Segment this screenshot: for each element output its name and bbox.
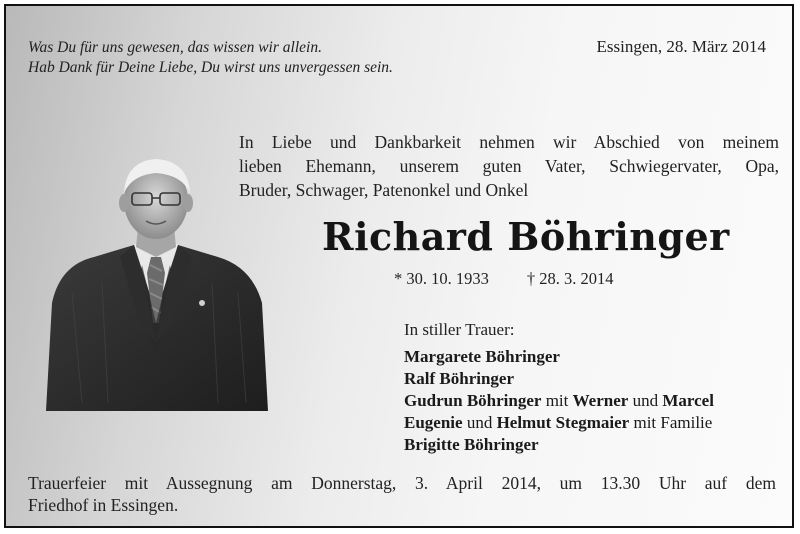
mourner-line bbox=[404, 434, 714, 456]
portrait-photo bbox=[42, 153, 269, 415]
life-dates bbox=[394, 269, 614, 289]
mourner-name: Margarete Böhringer bbox=[404, 347, 560, 366]
mourners-heading: In stiller Trauer: bbox=[404, 320, 515, 339]
mourner-line bbox=[404, 412, 714, 434]
intro-line-3: Bruder, Schwager, Patenonkel und Onkel bbox=[239, 180, 529, 200]
mourner-name: Ralf Böhringer bbox=[404, 369, 515, 388]
mourner-line bbox=[404, 368, 714, 390]
mourner-name: Werner bbox=[572, 391, 629, 410]
mourner-name: Eugenie bbox=[404, 413, 463, 432]
mourner-name: Brigitte Böhringer bbox=[404, 435, 539, 454]
deceased-name: Richard Böhringer bbox=[322, 214, 730, 259]
mourner-connector: mit Familie bbox=[629, 413, 713, 432]
intro-text bbox=[239, 130, 779, 202]
funeral-line-1: Trauerfeier mit Aussegnung am Donnerstag, 3. April 2014, um 13.30 Uhr auf dem bbox=[28, 473, 776, 493]
mourner-name: Gudrun Böhringer bbox=[404, 391, 542, 410]
mourner-connector: und bbox=[462, 413, 497, 432]
motto-line-1: Was Du für uns gewesen, das wissen wir allein. bbox=[28, 39, 322, 56]
mourner-line bbox=[404, 346, 714, 368]
death-date: † 28. 3. 2014 bbox=[526, 269, 614, 288]
intro-line-2: lieben Ehemann, unserem guten Vater, Schwiegervater, Opa, bbox=[239, 156, 779, 176]
obituary-notice bbox=[4, 4, 794, 528]
mourner-name: Marcel bbox=[662, 391, 714, 410]
place-date: Essingen, 28. März 2014 bbox=[596, 37, 766, 56]
funeral-line-2: Friedhof in Essingen. bbox=[28, 495, 179, 515]
funeral-info bbox=[28, 472, 776, 516]
birth-date: * 30. 10. 1933 bbox=[394, 269, 489, 288]
mourner-connector: und bbox=[628, 391, 663, 410]
intro-line-1: In Liebe und Dankbarkeit nehmen wir Abschied von meinem bbox=[239, 132, 779, 152]
mourners-list bbox=[404, 319, 714, 456]
motto-verse bbox=[28, 38, 393, 78]
mourner-line bbox=[404, 390, 714, 412]
mourner-connector: mit bbox=[541, 391, 573, 410]
motto-line-2: Hab Dank für Deine Liebe, Du wirst uns unvergessen sein. bbox=[28, 59, 393, 76]
mourner-name: Helmut Stegmaier bbox=[496, 413, 630, 432]
